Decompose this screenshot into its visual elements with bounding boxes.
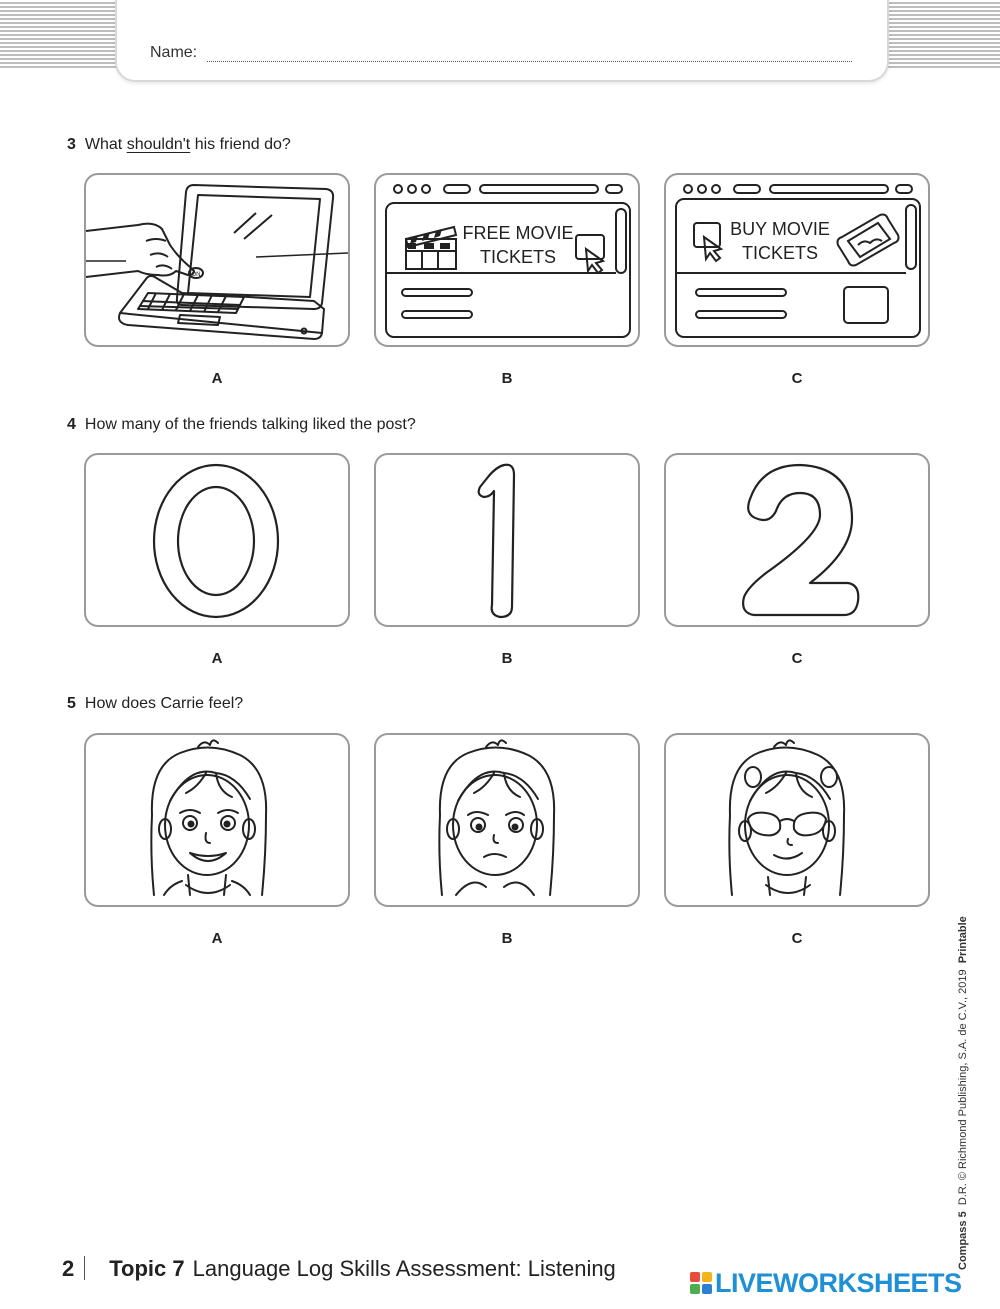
laptop-power-button-illustration: [86, 175, 348, 345]
option-letter: C: [791, 930, 803, 947]
option-3c-buy-tickets[interactable]: [664, 173, 930, 347]
number-zero-illustration: [86, 455, 348, 625]
free-movie-line2: TICKETS: [479, 247, 557, 267]
footer-divider: [84, 1256, 85, 1280]
buy-movie-line2: TICKETS: [741, 243, 819, 263]
option-letter: B: [501, 650, 513, 667]
question-number: 5: [67, 695, 76, 712]
laptop-on-button-text: ON: [191, 272, 201, 278]
option-4c-two[interactable]: [664, 453, 930, 627]
buy-movie-tickets-browser-illustration: [666, 175, 928, 345]
option-letter: A: [211, 930, 223, 947]
worried-girl-illustration: [376, 735, 638, 905]
name-label: Name:: [150, 44, 198, 61]
option-letter: C: [791, 370, 803, 387]
page-footer: [62, 1256, 616, 1282]
footer-title: Language Log Skills Assessment: Listening: [192, 1256, 616, 1281]
option-letter: B: [501, 930, 513, 947]
option-letter: A: [211, 370, 223, 387]
credit-copyright: D.R. © Richmond Publishing, S.A. de C.V., 2019: [957, 969, 969, 1206]
option-5a-happy[interactable]: [84, 733, 350, 907]
happy-girl-illustration: [86, 735, 348, 905]
question-3: [67, 136, 291, 154]
free-movie-line1: FREE MOVIE: [462, 223, 574, 243]
question-number: 3: [67, 136, 76, 153]
footer-topic: Topic 7: [109, 1256, 185, 1281]
option-4b-one[interactable]: [374, 453, 640, 627]
option-4a-zero[interactable]: [84, 453, 350, 627]
question-text: How many of the friends talking liked the post?: [84, 416, 416, 433]
option-5c-cool[interactable]: [664, 733, 930, 907]
copyright-credit: [957, 916, 969, 1270]
option-letter: A: [211, 650, 223, 667]
question-5: [67, 695, 243, 713]
credit-printable: Printable: [957, 916, 969, 964]
number-one-illustration: [376, 455, 638, 625]
logo-square: [690, 1272, 700, 1282]
question-text: How does Carrie feel?: [84, 695, 244, 712]
option-3a-laptop[interactable]: [84, 173, 350, 347]
question-text-start: What: [84, 136, 127, 153]
logo-square: [690, 1284, 700, 1294]
logo-text: LIVEWORKSHEETS: [715, 1267, 962, 1298]
option-5b-worried[interactable]: [374, 733, 640, 907]
logo-square: [702, 1284, 712, 1294]
question-number: 4: [67, 416, 76, 433]
logo-square: [702, 1272, 712, 1282]
cool-girl-sunglasses-illustration: [666, 735, 928, 905]
liveworksheets-logo[interactable]: [690, 1268, 962, 1298]
page-number: 2: [62, 1256, 75, 1281]
name-card: [115, 0, 889, 82]
option-letter: B: [501, 370, 513, 387]
question-text-end: his friend do?: [190, 136, 291, 153]
logo-squares-icon: [690, 1272, 712, 1294]
free-movie-tickets-browser-illustration: [376, 175, 638, 345]
option-3b-free-tickets[interactable]: [374, 173, 640, 347]
name-input-line[interactable]: [207, 61, 852, 62]
buy-movie-line1: BUY MOVIE: [730, 219, 830, 239]
question-text-underlined: shouldn't: [126, 136, 191, 153]
option-letter: C: [791, 650, 803, 667]
number-two-illustration: [666, 455, 928, 625]
question-4: [67, 416, 416, 434]
credit-brand: Compass 5: [957, 1211, 969, 1270]
